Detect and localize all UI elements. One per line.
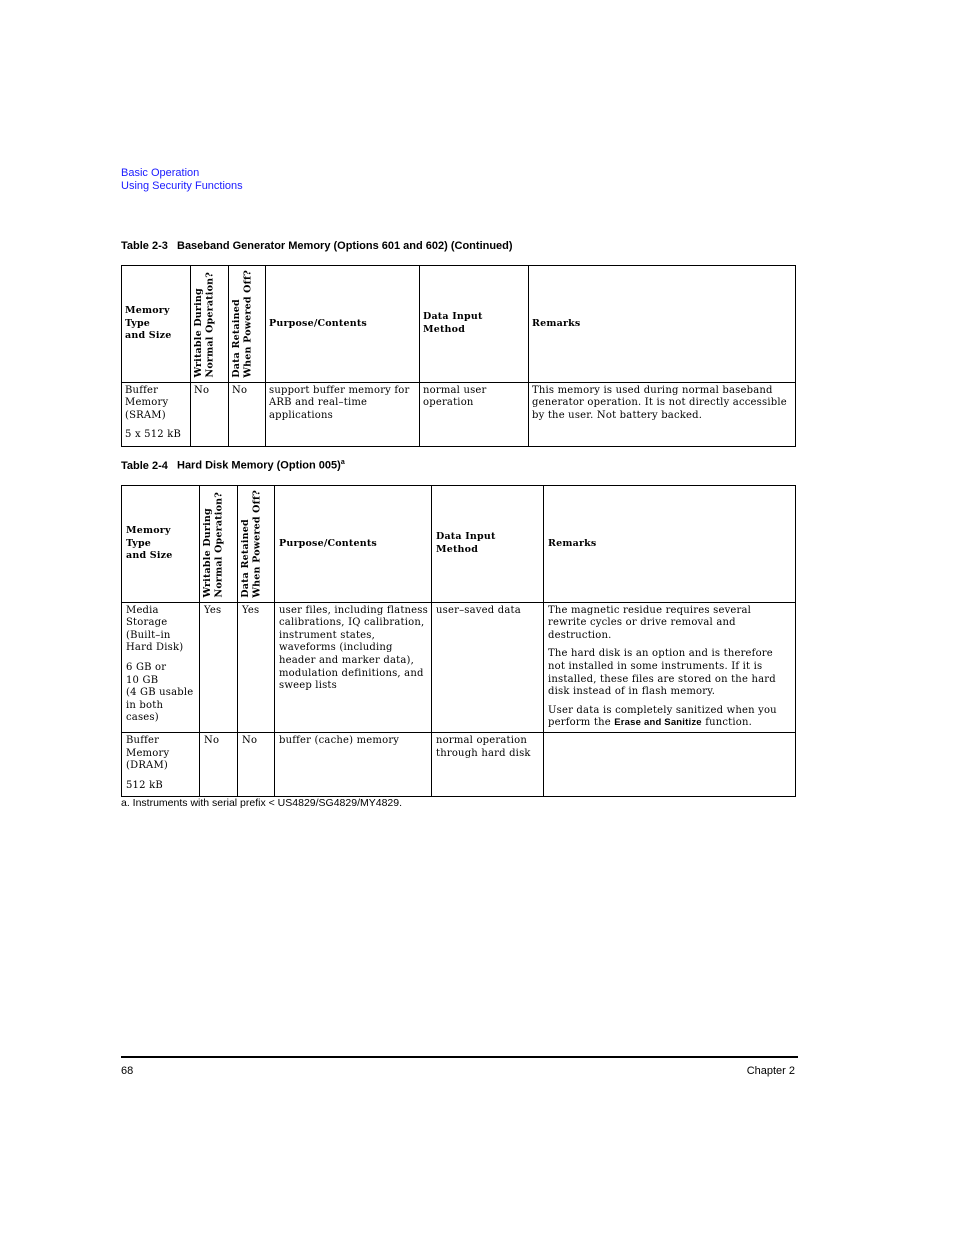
- header-line: Data Retained: [231, 299, 242, 378]
- cell-input-method: normal user operation: [420, 382, 529, 446]
- breadcrumb: [121, 167, 243, 192]
- cell-size: 5 x 512 kB: [125, 429, 182, 441]
- table1-caption: [121, 240, 513, 252]
- header-line: Data Retained: [240, 519, 251, 598]
- table-row: [122, 733, 796, 797]
- header-input-method: Data Input Method: [432, 486, 544, 603]
- cell-memory-type: [122, 602, 200, 732]
- hard-disk-memory-table: [121, 485, 796, 797]
- cell-retained: No: [229, 382, 266, 446]
- header-purpose: Purpose/Contents: [266, 266, 420, 383]
- remarks-text: User data is completely sanitized when you perform the: [548, 704, 777, 729]
- header-purpose: Purpose/Contents: [275, 486, 432, 603]
- header-memory-type: [122, 266, 191, 383]
- header-line: Type: [126, 537, 152, 549]
- cell-line: cases): [126, 712, 159, 724]
- cell-line: 6 GB or: [126, 662, 167, 674]
- header-memory-type: [122, 486, 200, 603]
- cell-writable: Yes: [200, 602, 238, 732]
- table-header-row: [122, 266, 796, 383]
- table2-caption: [121, 459, 345, 472]
- cell-line: Buffer: [125, 384, 159, 396]
- baseband-memory-table: [121, 265, 796, 447]
- cell-input-method: normal operation through hard disk: [432, 733, 544, 797]
- header-retained: [229, 266, 266, 383]
- remarks-paragraph: [548, 705, 789, 730]
- cell-line: Buffer: [126, 735, 160, 747]
- erase-sanitize-key: Erase and Sanitize: [614, 717, 702, 729]
- page-number: 68: [121, 1065, 134, 1077]
- cell-memory-type: [122, 382, 191, 446]
- footer-divider: [121, 1056, 798, 1058]
- header-line: Memory: [125, 304, 170, 316]
- cell-line: Memory: [125, 397, 169, 409]
- footnote-ref[interactable]: a: [340, 459, 345, 466]
- cell-line: 10 GB: [126, 674, 159, 686]
- header-remarks: Remarks: [529, 266, 796, 383]
- header-line: Writable During: [193, 288, 204, 378]
- cell-retained: Yes: [238, 602, 275, 732]
- cell-retained: No: [238, 733, 275, 797]
- remarks-text: function.: [705, 717, 753, 729]
- table-row: [122, 602, 796, 732]
- cell-line: in both: [126, 699, 164, 711]
- table2-number: Table 2-4: [121, 459, 168, 472]
- cell-line: Hard Disk): [126, 642, 184, 654]
- header-line: Type: [125, 317, 151, 329]
- cell-remarks: [544, 602, 796, 732]
- cell-size: 512 kB: [126, 779, 163, 791]
- header-writable: [191, 266, 229, 383]
- cell-line: (4 GB usable: [126, 687, 194, 699]
- cell-line: (DRAM): [126, 760, 169, 772]
- cell-writable: No: [191, 382, 229, 446]
- header-writable: [200, 486, 238, 603]
- cell-remarks: [544, 733, 796, 797]
- cell-remarks: This memory is used during normal baseband generator operation. It is not directly accessible by the user. Not battery backed.: [529, 382, 796, 446]
- cell-purpose: support buffer memory for ARB and real–time applications: [266, 382, 420, 446]
- cell-purpose: user files, including flatness calibrations, IQ calibration, instrument states, waveforms (including header and marker data), modulation definitions, and sweep lists: [275, 602, 432, 732]
- header-line: Writable During: [202, 508, 213, 598]
- cell-line: Memory: [126, 747, 170, 759]
- header-retained: [238, 486, 275, 603]
- header-line: Normal Operation?: [204, 272, 216, 378]
- cell-line: (SRAM): [125, 409, 166, 421]
- remarks-paragraph: The hard disk is an option and is therefore not installed in some instruments. If it is installed, these files are stored on the hard disk instead of in flash memory.: [548, 648, 776, 698]
- header-line: and Size: [125, 330, 172, 342]
- table-header-row: [122, 486, 796, 603]
- cell-purpose: buffer (cache) memory: [275, 733, 432, 797]
- table2-title: Hard Disk Memory (Option 005): [177, 459, 341, 472]
- breadcrumb-subsection[interactable]: Using Security Functions: [121, 179, 243, 192]
- cell-line: Media: [126, 604, 159, 616]
- cell-input-method: user–saved data: [432, 602, 544, 732]
- header-input-method: Data Input Method: [420, 266, 529, 383]
- cell-line: (Built–in: [126, 629, 171, 641]
- cell-writable: No: [200, 733, 238, 797]
- header-remarks: Remarks: [544, 486, 796, 603]
- table-row: [122, 382, 796, 446]
- footnote: a. Instruments with serial prefix < US4829/SG4829/MY4829.: [121, 797, 403, 809]
- cell-line: Storage: [126, 617, 168, 629]
- header-line: When Powered Off?: [242, 270, 254, 378]
- header-line: When Powered Off?: [251, 490, 263, 598]
- table1-number: Table 2-3: [121, 240, 168, 252]
- chapter-label: Chapter 2: [746, 1065, 795, 1077]
- header-line: and Size: [126, 550, 173, 562]
- remarks-paragraph: The magnetic residue requires several rewrite cycles or drive removal and destruction.: [548, 604, 752, 641]
- header-line: Memory: [126, 524, 171, 536]
- header-line: Normal Operation?: [213, 492, 225, 598]
- cell-memory-type: [122, 733, 200, 797]
- breadcrumb-section[interactable]: Basic Operation: [121, 167, 200, 179]
- table1-title: Baseband Generator Memory (Options 601 and 602) (Continued): [177, 240, 513, 252]
